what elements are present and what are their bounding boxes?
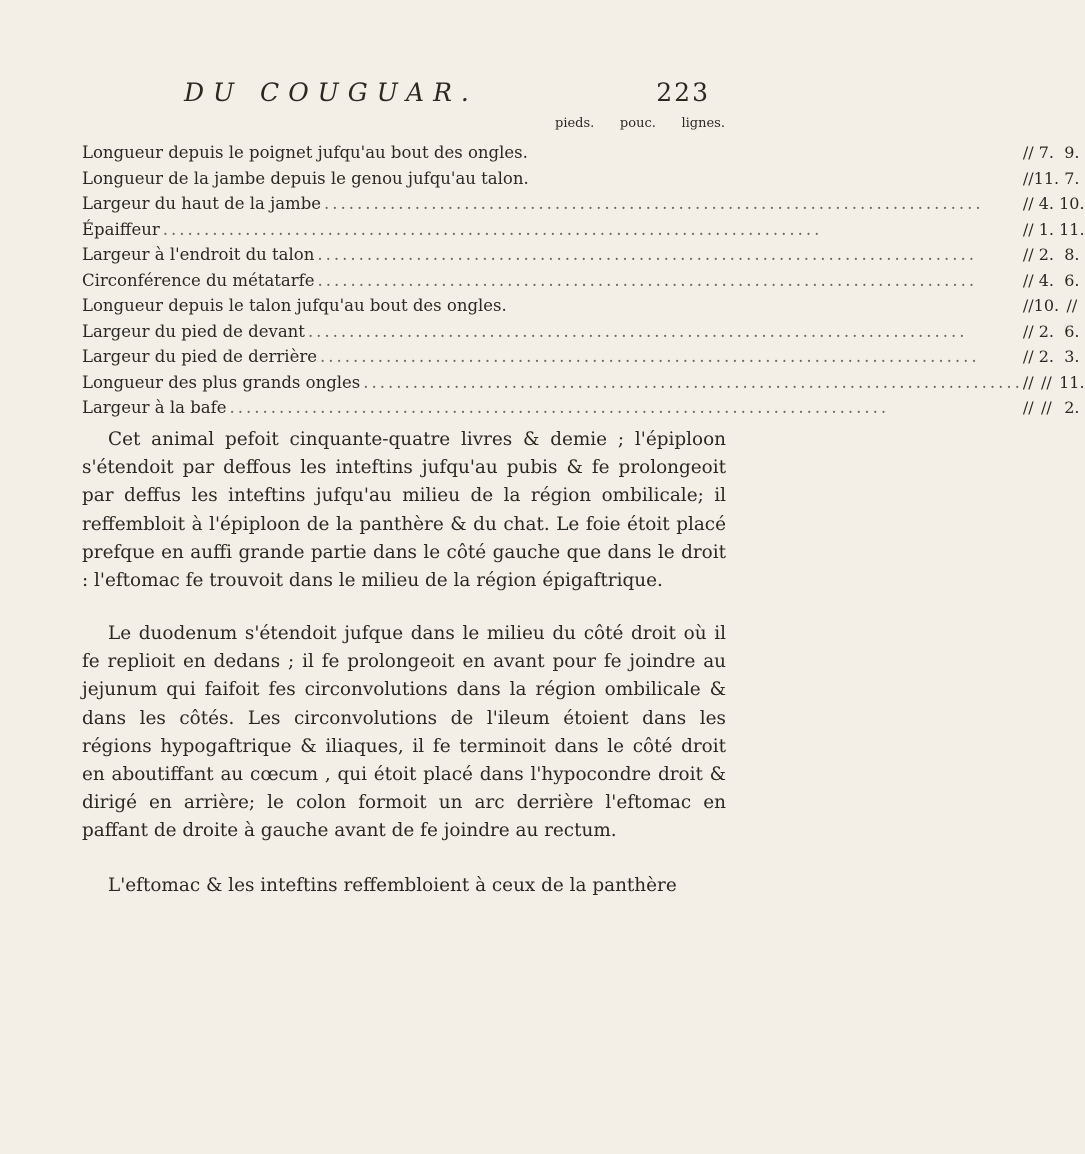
measurement-row: [82, 293, 1085, 319]
measurement-label-text: Largeur à l'endroit du talon: [82, 245, 317, 264]
units-header: [555, 116, 725, 131]
leader-dots: ................................................................................: [307, 321, 968, 341]
measurement-label-text: Largeur du pied de derrière: [82, 347, 320, 366]
measurement-row: [82, 166, 1085, 192]
measurement-label-text: Longueur des plus grands ongles: [82, 373, 363, 392]
measurement-lignes: 6.: [1064, 270, 1080, 290]
leader-dots: ................................................................................: [317, 270, 978, 290]
measurement-lignes: 11.: [1059, 372, 1085, 392]
leader-dots: ................................................................................: [363, 372, 1023, 392]
unit-pouces: pouc.: [619, 116, 656, 131]
measurement-row: [82, 344, 1085, 370]
leader-dots: ................................................................................: [162, 219, 823, 239]
measurement-row: [82, 268, 1085, 294]
measurement-row: [82, 395, 1085, 421]
measurement-row: [82, 370, 1085, 396]
measurement-pouces: //: [1040, 372, 1052, 392]
measurement-lignes: 11.: [1059, 219, 1085, 239]
measurement-pieds: //: [1022, 321, 1034, 341]
unit-pieds: pieds.: [555, 116, 595, 131]
measurement-label: [82, 293, 1023, 319]
measurement-pieds: //: [1022, 296, 1034, 316]
measurement-label: [82, 140, 1023, 166]
running-title: DU COUGUAR.: [184, 78, 478, 107]
measurement-pieds: //: [1022, 143, 1034, 163]
measurement-pouces: 2.: [1038, 347, 1055, 367]
measurement-row: [82, 191, 1085, 217]
measurement-pouces: 2.: [1038, 245, 1055, 265]
measurement-lignes: 8.: [1064, 245, 1080, 265]
page-number: 223: [656, 78, 710, 107]
measurement-pouces: 4.: [1038, 194, 1055, 214]
measurement-label: [82, 166, 1023, 192]
measurement-label: [82, 268, 1023, 294]
measurement-row: [82, 140, 1085, 166]
measurement-label: [82, 344, 1023, 370]
measurement-pieds: //: [1022, 347, 1034, 367]
measurement-label-text: Épaiffeur: [82, 220, 163, 239]
unit-lignes: lignes.: [681, 116, 725, 131]
measurement-lignes: //: [1066, 296, 1078, 316]
measurement-label-text: Largeur à la bafe: [82, 398, 229, 417]
measurement-pieds: //: [1022, 245, 1034, 265]
measurement-pouces: 7.: [1038, 143, 1055, 163]
measurement-lignes: 9.: [1064, 143, 1080, 163]
measurement-lignes: 10.: [1059, 194, 1085, 214]
measurement-pieds: //: [1022, 398, 1034, 418]
leader-dots: ................................................................................: [319, 347, 980, 367]
measurement-pieds: //: [1022, 168, 1034, 188]
measurement-pouces: 2.: [1038, 321, 1055, 341]
measurement-label: [82, 395, 1023, 421]
paragraph-2: Le duodenum s'étendoit jufque dans le milieu du côté droit où il fe replioit en dedans ; il fe prolongeoit en avant pour fe joindre au jejunum qui faifoit fes circonvolutions dans la région ombilicale & dans les côtés. Les circonvolutions de l'ileum étoient dans les régions hypogaftrique & iliaques, il fe terminoit dans le côté droit en aboutiffant au cœcum , qui étoit placé dans l'hypocondre droit & dirigé en arrière; le colon formoit un arc derrière l'eftomac en paffant de droite à gauche avant de fe joindre au rectum.: [82, 623, 726, 842]
leader-dots: ................................................................................: [324, 194, 984, 214]
measurement-lignes: 6.: [1064, 321, 1080, 341]
measurement-row: [82, 242, 1085, 268]
measurement-pieds: //: [1022, 270, 1034, 290]
paragraph-1: Cet animal pefoit cinquante-quatre livres & demie ; l'épiploon s'étendoit par deffous les inteftins jufqu'au pubis & fe prolongeoit par deffus les inteftins jufqu'au milieu de la région ombilicale; il reffembloit à l'épiploon de la panthère & du chat. Le foie étoit placé prefque en auffi grande partie dans le côté gauche que dans le droit : l'eftomac fe trouvoit dans le milieu de la région épigaftrique.: [82, 429, 726, 592]
measurement-lignes: 2.: [1064, 398, 1080, 418]
measurement-pouces: 11.: [1033, 168, 1060, 188]
measurement-label: [82, 242, 1023, 268]
paragraph-3: L'eftomac & les inteftins reffembloient à ceux de la panthère: [108, 875, 677, 896]
measurement-lignes: 7.: [1064, 168, 1080, 188]
leader-dots: ................................................................................: [317, 245, 977, 265]
measurement-pouces: 4.: [1038, 270, 1055, 290]
measurement-row: [82, 217, 1085, 243]
measurement-pouces: 10.: [1033, 296, 1060, 316]
measurement-lignes: 3.: [1064, 347, 1080, 367]
measurement-label: [82, 319, 1023, 345]
leader-dots: ................................................................................: [229, 398, 890, 418]
measurement-pieds: //: [1022, 219, 1034, 239]
measurement-label-text: Largeur du pied de devant: [82, 322, 308, 341]
measurement-label-text: Longueur depuis le talon jufqu'au bout des ongles.: [82, 296, 510, 315]
measurement-label: [82, 217, 1023, 243]
measurement-label: [82, 370, 1023, 396]
measurement-row: [82, 319, 1085, 345]
measurement-pouces: //: [1040, 398, 1052, 418]
measurement-label-text: Longueur depuis le poignet jufqu'au bout des ongles.: [82, 143, 531, 162]
measurement-pieds: //: [1022, 372, 1034, 392]
measurement-label: [82, 191, 1023, 217]
measurement-pieds: //: [1022, 194, 1034, 214]
measurements-table: [82, 140, 1085, 421]
measurement-label-text: Circonférence du métatarfe: [82, 271, 318, 290]
measurement-label-text: Longueur de la jambe depuis le genou jufqu'au talon.: [82, 169, 532, 188]
measurement-label-text: Largeur du haut de la jambe: [82, 194, 324, 213]
measurement-pouces: 1.: [1038, 219, 1055, 239]
